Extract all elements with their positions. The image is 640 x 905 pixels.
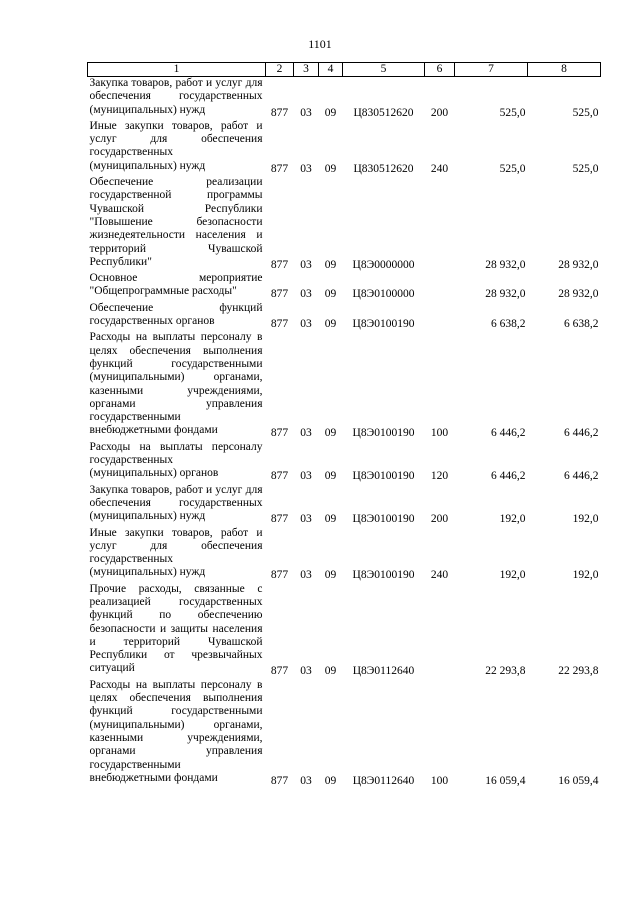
row-vr-cell: 100 (430, 774, 449, 787)
row-amount-1-cell: 28 932,0 (485, 288, 526, 301)
table-row (88, 527, 601, 583)
row-pr-cell: 09 (324, 106, 337, 119)
row-rz-cell: 03 (300, 162, 312, 175)
row-amount-1-cell: 525,0 (499, 106, 526, 119)
column-header: 1 (88, 63, 266, 77)
row-amount-2-cell: 525,0 (572, 162, 599, 175)
row-gl-cell: 877 (270, 258, 289, 271)
row-pr-cell: 09 (324, 162, 337, 175)
budget-table (87, 62, 601, 788)
row-gl-cell: 877 (270, 665, 289, 678)
row-name-cell: Обеспечение реализации государственной программы Чувашской Республики "Повышение безопасности жизнедеятельности населения и территорий Чувашской Республики" (89, 176, 263, 268)
row-vr-cell: 200 (430, 513, 449, 526)
row-csr-cell: Ц8Э0000000 (352, 258, 415, 271)
row-name-cell: Расходы на выплаты персоналу государственных (муниципальных) органов (89, 440, 263, 480)
row-rz-cell: 03 (300, 513, 312, 526)
row-amount-1-cell: 6 638,2 (491, 318, 526, 331)
row-vr-cell: 120 (430, 470, 449, 483)
table-header-row (88, 63, 601, 77)
column-header: 7 (455, 63, 528, 77)
row-amount-1-cell: 16 059,4 (485, 774, 526, 787)
table-row (88, 176, 601, 272)
row-vr-cell (425, 583, 455, 679)
row-name-cell: Иные закупки товаров, работ и услуг для обеспечения государственных (муниципальных) нужд (89, 119, 263, 172)
row-gl-cell: 877 (270, 513, 289, 526)
row-csr-cell: Ц8Э0112640 (352, 665, 415, 678)
table-row (88, 302, 601, 332)
row-rz-cell: 03 (300, 569, 312, 582)
table-row (88, 77, 601, 120)
row-vr-cell: 200 (430, 106, 449, 119)
column-header: 6 (425, 63, 455, 77)
row-name-cell: Иные закупки товаров, работ и услуг для обеспечения государственных (муниципальных) нужд (89, 526, 263, 579)
table-row (88, 484, 601, 527)
row-name-cell: Прочие расходы, связанные с реализацией государственных функций по обеспечению безопасности и защиты населения и территорий Чувашской Республики от чрезвычайных ситуаций (89, 582, 263, 675)
table-row (88, 441, 601, 484)
row-vr-cell (425, 176, 455, 272)
row-amount-1-cell: 6 446,2 (491, 427, 526, 440)
column-header: 5 (343, 63, 425, 77)
row-rz-cell: 03 (300, 318, 312, 331)
row-amount-2-cell: 6 446,2 (564, 427, 599, 440)
row-amount-1-cell: 525,0 (499, 162, 526, 175)
row-gl-cell: 877 (270, 774, 289, 787)
row-pr-cell: 09 (324, 427, 337, 440)
row-pr-cell: 09 (324, 470, 337, 483)
row-gl-cell: 877 (270, 569, 289, 582)
row-name-cell: Закупка товаров, работ и услуг для обеспечения государственных (муниципальных) нужд (89, 77, 263, 116)
row-amount-1-cell: 192,0 (499, 569, 526, 582)
row-rz-cell: 03 (300, 427, 312, 440)
row-gl-cell: 877 (270, 162, 289, 175)
row-csr-cell: Ц8Э0100190 (352, 470, 415, 483)
row-pr-cell: 09 (324, 288, 337, 301)
row-vr-cell: 240 (430, 569, 449, 582)
row-csr-cell: Ц8Э0112640 (352, 774, 415, 787)
row-rz-cell: 03 (300, 665, 312, 678)
row-rz-cell: 03 (300, 106, 312, 119)
row-amount-2-cell: 525,0 (572, 106, 599, 119)
row-csr-cell: Ц8Э0100000 (352, 288, 415, 301)
row-pr-cell: 09 (324, 774, 337, 787)
row-csr-cell: Ц830512620 (353, 106, 414, 119)
row-amount-2-cell: 28 932,0 (558, 288, 599, 301)
row-amount-2-cell: 6 638,2 (564, 318, 599, 331)
row-rz-cell: 03 (300, 470, 312, 483)
row-gl-cell: 877 (270, 106, 289, 119)
row-name-cell: Основное мероприятие "Общепрограммные расходы" (89, 272, 263, 298)
row-csr-cell: Ц8Э0100190 (352, 427, 415, 440)
row-csr-cell: Ц8Э0100190 (352, 513, 415, 526)
row-name-cell: Закупка товаров, работ и услуг для обеспечения государственных (муниципальных) нужд (89, 483, 263, 523)
row-amount-1-cell: 28 932,0 (485, 258, 526, 271)
page-number: 1101 (308, 37, 332, 51)
row-amount-1-cell: 192,0 (499, 513, 526, 526)
row-rz-cell: 03 (300, 258, 312, 271)
table-row (88, 583, 601, 679)
row-vr-cell: 100 (430, 427, 449, 440)
row-pr-cell: 09 (324, 513, 337, 526)
row-vr-cell (425, 272, 455, 302)
row-amount-2-cell: 192,0 (572, 513, 599, 526)
row-csr-cell: Ц8Э0100190 (352, 318, 415, 331)
table-row (88, 272, 601, 302)
row-vr-cell (425, 302, 455, 332)
row-csr-cell: Ц8Э0100190 (352, 569, 415, 582)
row-amount-2-cell: 16 059,4 (558, 774, 599, 787)
row-pr-cell: 09 (324, 569, 337, 582)
row-csr-cell: Ц830512620 (353, 162, 414, 175)
row-gl-cell: 877 (270, 470, 289, 483)
column-header: 4 (319, 63, 343, 77)
row-pr-cell: 09 (324, 665, 337, 678)
table-row (88, 679, 601, 788)
row-name-cell: Обеспечение функций государственных органов (89, 301, 263, 328)
column-header: 3 (294, 63, 319, 77)
row-gl-cell: 877 (270, 427, 289, 440)
row-amount-2-cell: 192,0 (572, 569, 599, 582)
column-header: 2 (266, 63, 294, 77)
row-pr-cell: 09 (324, 258, 337, 271)
row-name-cell: Расходы на выплаты персоналу в целях обеспечения выполнения функций государственными (муниципальными) органами, казенными учреждениями, органами управления государственными внебюджетными фондами (89, 331, 263, 437)
row-rz-cell: 03 (300, 774, 312, 787)
row-rz-cell: 03 (300, 288, 312, 301)
row-vr-cell: 240 (430, 162, 449, 175)
row-gl-cell: 877 (270, 288, 289, 301)
row-amount-2-cell: 28 932,0 (558, 258, 599, 271)
row-name-cell: Расходы на выплаты персоналу в целях обеспечения выполнения функций государственными (муниципальными) органами, казенными учреждениями, органами управления государственными внебюджетными фондами (89, 678, 263, 784)
row-gl-cell: 877 (270, 318, 289, 331)
table-row (88, 331, 601, 440)
column-header: 8 (528, 63, 601, 77)
row-amount-2-cell: 22 293,8 (558, 665, 599, 678)
row-amount-1-cell: 22 293,8 (485, 665, 526, 678)
row-amount-1-cell: 6 446,2 (491, 470, 526, 483)
row-amount-2-cell: 6 446,2 (564, 470, 599, 483)
row-pr-cell: 09 (324, 318, 337, 331)
table-row (88, 120, 601, 176)
